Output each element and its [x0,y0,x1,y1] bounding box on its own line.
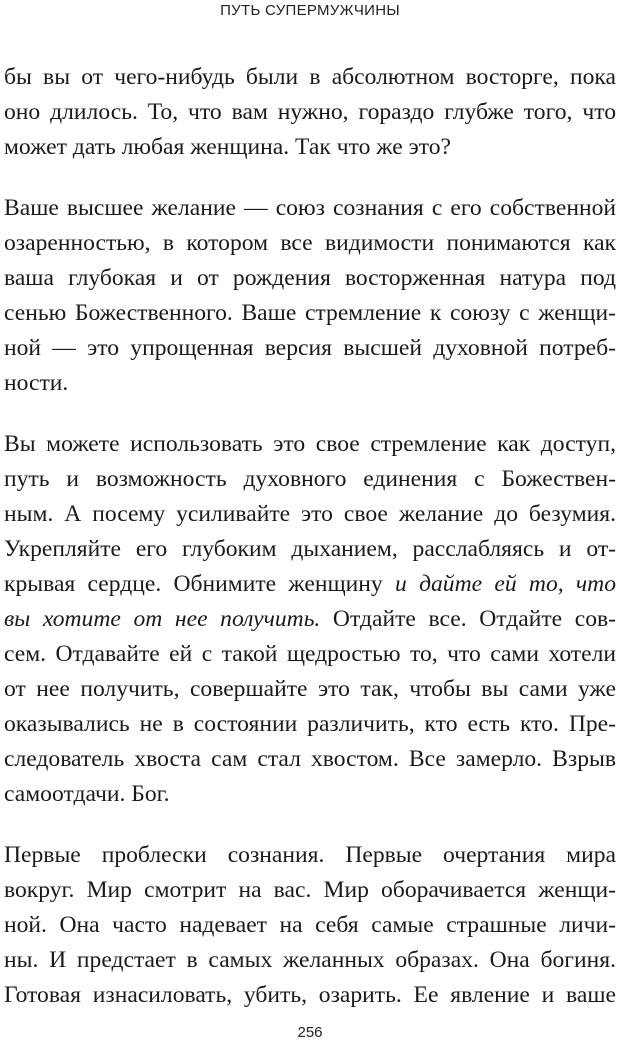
text-line: следователь хвоста сам стал хвостом. Все замерло. Взрыв [4,746,616,772]
text-line: ной — это упрощенная версия высшей духовной потреб- [4,335,616,361]
text-line: от нее получить, совершайте это так, чтобы вы сами уже [4,676,616,702]
text-line: путь и возможность духовного единения с Божествен- [4,466,616,492]
text-line: оно длилось. То, что вам нужно, гораздо глубже того, что [4,99,616,125]
text-run: крывая сердце. Обнимите женщину [4,571,395,597]
text-line: сем. Отдавайте ей с такой щедростью то, что сами хотели [4,641,616,667]
page-number: 256 [297,1024,323,1041]
italic-run: и дайте ей то, что [395,571,616,597]
italic-run: вы хотите от нее получить. [4,606,321,632]
text-line: Первые проблески сознания. Первые очертания мира [4,842,616,868]
paragraph-2 [4,191,616,401]
text-line: Ваше высшее желание — союз сознания с его собственной [4,195,616,221]
text-line: сенью Божественного. Ваше стремление к союзу с женщи- [4,300,616,326]
text-line: озаренностью, в котором все видимости понимаются как [4,230,616,256]
text-line: ны. И предстает в самых желанных образах. Она богиня. [4,947,616,973]
text-line: вокруг. Мир смотрит на вас. Мир оборачивается женщи- [4,877,616,903]
text-line: Готовая изнасиловать, убить, озарить. Ее явление и ваше [4,982,616,1008]
body-text [4,60,616,1039]
running-head: ПУТЬ СУПЕРМУЖЧИНЫ [220,2,400,19]
text-line: может дать любая женщина. Так что же это? [4,134,452,160]
text-line: Укрепляйте его глубоким дыханием, расслабляясь и от- [4,536,616,562]
text-run: Отдайте все. Отдайте сов- [320,606,616,632]
text-line: ной. Она часто надевает на себя самые страшные личи- [4,912,616,938]
paragraph-1 [4,60,616,165]
text-line: ным. А посему усиливайте это свое желание до безумия. [4,501,616,527]
text-line: бы вы от чего-нибудь были в абсолютном восторге, пока [4,64,616,90]
text-line-mixed [4,602,616,637]
text-line: ваша глубокая и от рождения восторженная натура под [4,265,616,291]
text-line: оказывались не в состоянии различить, кто есть кто. Пре- [4,711,616,737]
text-line: Вы можете использовать это свое стремление как доступ, [4,431,616,457]
paragraph-3 [4,427,616,812]
text-line: ности. [4,370,69,396]
text-line: самоотдачи. Бог. [4,781,170,807]
paragraph-4 [4,838,616,1013]
text-line-mixed [4,567,616,602]
